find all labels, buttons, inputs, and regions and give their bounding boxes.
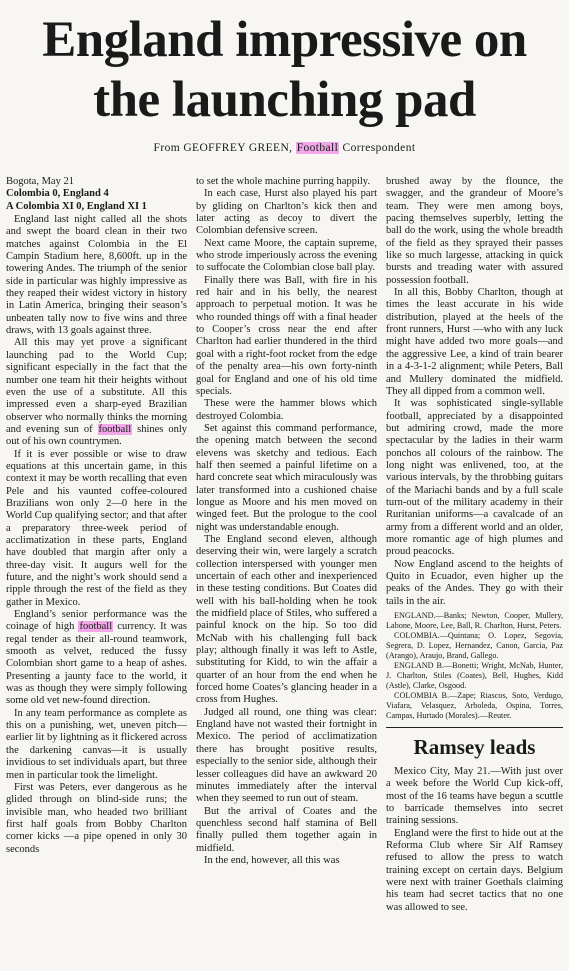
paragraph-text: The England second eleven, although deserving their win, were largely a scratch collection interspersed with younger men uncertain of each other and inexperienced in these testing conditions. But Coates did well with his ball-holding when he took the midfield place of Stiles, who suffered a painful knock on the hip. So too did McNab with his challenging full back play; although finally it was left to Astle, substituting for Kidd, to win the affair a quarter of an hour from the end when he forced home Coates’s glancing header in a cross from Hughes. xyxy=(196,533,377,706)
article-paragraph xyxy=(386,176,563,287)
byline xyxy=(4,142,565,154)
sidebar-title: Ramsey leads xyxy=(413,735,536,760)
paragraph-text: First was Peters, ever dangerous as he glided through on blind-side runs; the invisible man, who headed two brilliant first half goals from Bobby Charlton corner kicks —a pipe opened in only 30 seconds xyxy=(6,781,187,855)
column-3-body xyxy=(386,176,563,608)
article-paragraph xyxy=(196,275,377,398)
paragraph-text: shines only out of his own countrymen. xyxy=(6,423,187,448)
score-senior: Colombia 0, England 4 xyxy=(6,188,109,200)
article-paragraph xyxy=(386,287,563,398)
dateline: Bogota, May 21 xyxy=(6,176,74,187)
sidebar-story xyxy=(386,766,563,914)
byline-suffix: Correspondent xyxy=(339,142,416,154)
paragraph-text: But the arrival of Coates and the quenchless second half stamina of Bell finally pulled them together again in midfield. xyxy=(196,805,377,854)
paragraph-text: Judged all round, one thing was clear: England have not wasted their fortnight in Mexico. The period of acclimatization there has brought positive results, especially to the senior side, although their lesser colleagues did have an awkward 20 minutes immediately after the interval when they seemed to run out of steam. xyxy=(196,706,377,805)
paragraph-text: to set the whole machine purring happily. xyxy=(196,176,370,187)
paragraph-text: England’s senior performance was the coinage of high xyxy=(6,609,187,633)
sidebar-paragraph: Mexico City, May 21.—With just over a week before the World Cup kick-off, most of the 16 teams have begun a scuttle to barricade themselves into secret training sessions. xyxy=(386,766,563,827)
paragraph-text: It was sophisticated single-syllable football, appreciated by a disappointed but admiring crowd, made the more spectacular by the ladies in their warm ponchos all colours of the rainbow. The long night was enlivened, too, at the various intervals, by the throbbing guitars of the Mariachi bands and by a full scale turn-out of the military academy in their Ruritanian uniforms—a cavalcade of an army from a different world and an older, more romantic age of high plumes and proud peacocks. xyxy=(386,398,563,558)
column-1-body xyxy=(6,214,187,856)
lineup-entry: COLOMBIA B.—Zape; Riascos, Soto, Verdugo, Viafara, Velasquez, Arboleda, Ospina, Torres, Campas, Hurtado (Morales).—Reuter. xyxy=(386,691,563,721)
article-paragraph xyxy=(6,782,187,856)
lineup-entry: ENGLAND B.—Bonetti; Wright, McNab, Hunter, J. Charlton, Stiles (Coates), Bell, Hughes, Kidd (Astle), Clarke, Osgood. xyxy=(386,661,563,691)
paragraph-text: In the end, however, all this was xyxy=(204,854,340,866)
article-paragraph xyxy=(6,609,187,708)
paragraph-text: England last night called all the shots and swept the board clean in their two matches against Colombia in the El Campin Stadium here, 8,600ft. up in the towering Andes. The triumph of the senior side in particular was highly impressive as they reaped their widest victory in history in Latin America, bringing their season’s unbeaten tally now to five wins and three draws, with 13 goals against three. xyxy=(6,214,187,337)
article-paragraph xyxy=(196,238,377,275)
article-paragraph xyxy=(6,708,187,782)
paragraph-text: Set against this command performance, the opening match between the second elevens was sketchy and tedious. Each half then seemed a painful lifetime on a hard concrete seat which miraculously was later transformed into a cushioned chaise longue as Moore and his men moved on winged feet. But the prologue to the cool night was understandable enough. xyxy=(196,422,377,533)
article-paragraph xyxy=(6,449,187,609)
article-paragraph xyxy=(196,534,377,707)
paragraph-text: All this may yet prove a significant launching pad to the World Cup; significant especially in the fact that the number one team hit their heights without even the use of a substitute. All this impressed even a sharp-eyed Brazilian observer who normally thinks the morning and evening sun of xyxy=(6,337,187,435)
search-highlight: football xyxy=(98,423,132,435)
paragraph-text: In all this, Bobby Charlton, though at times the least accurate in his wide distribution, played at the heels of the front runners, Hurst —who with any luck might have added two more goals—and the aggressive Lee, a kind of train bearer in a 4-3-1-2 alignment; while Peters, Ball and Mullery dominated the midfield. They all dipped from a common well. xyxy=(386,287,563,397)
divider xyxy=(386,727,563,728)
paragraph-text: Finally there was Ball, with fire in his red hair and in his belly, the nearest approach to perpetual motion. It was he who rounded things off with a final header to Cooper’s cross near the end after Charlton had earlier thundered in the third goal with a right-foot rocket from the edge of the penalty area—his own forty-ninth goal for England and one of his old time specials. xyxy=(196,274,377,397)
article-column-2 xyxy=(196,176,377,867)
paragraph-text: In any team performance as complete as this on a punishing, wet, uneven pitch—earlier lit by lightning as it flickered across the darkening canvas—it is usually invidious to set individuals apart, but three men in particular took the limelight. xyxy=(6,707,187,781)
headline xyxy=(4,0,565,130)
article-paragraph xyxy=(386,398,563,558)
article-column-1 xyxy=(6,176,187,856)
article-paragraph xyxy=(196,707,377,806)
team-lineups xyxy=(386,611,563,721)
paragraph-text: Now England ascend to the heights of Quito in Ecuador, even higher up the peaks of the Andes. They go with their tails in the air. xyxy=(386,558,563,607)
paragraph-text: currency. It was regal tender as their all-round teamwork, smooth as velvet, reduced the fussy Colombian short game to a heap of ashes. Presenting a jaunty face to the world, it was as though they were simply following some old vet new-found direction. xyxy=(6,621,187,707)
headline-line-2: the launching pad xyxy=(93,72,476,128)
paragraph-text: brushed away by the flounce, the swagger, and the grandeur of Moore’s team. They were men among boys, pacing themselves superbly, letting the ball do the work, using the whole breadth of the field as they sprayed their passes like so much largesse, attacking in quick bursts and treading water with assured possession football. xyxy=(386,176,563,286)
headline-line-1: England impressive on xyxy=(42,12,527,68)
paragraph-text: In each case, Hurst also played his part by gliding on Charlton’s kick then and later acting as decoy to divert the Colombian defensive screen. xyxy=(196,188,377,237)
article-paragraph xyxy=(196,176,377,188)
column-2-body xyxy=(196,176,377,867)
paragraph-text: Next came Moore, the captain supreme, who strode imperiously across the evening to suffocate the Colombian close ball play. xyxy=(196,237,377,274)
search-highlight: football xyxy=(79,621,113,633)
paragraph-text: These were the hammer blows which destroyed Colombia. xyxy=(196,398,377,422)
byline-prefix: From GEOFFREY GREEN, xyxy=(153,142,296,154)
article-paragraph xyxy=(386,559,563,608)
article-paragraph xyxy=(196,398,377,423)
article-paragraph xyxy=(196,855,377,867)
search-highlight: Football xyxy=(296,142,339,154)
lineup-entry: COLOMBIA.—Quintana; O. Lopez, Segovia, Segrera, D. Lopez, Hernandez, Canon, Garcia, Paz (Arango), Araujo, Brand, Gallego. xyxy=(386,631,563,661)
article-column-3 xyxy=(386,176,563,914)
sidebar-paragraph: England were the first to hide out at the Reforma Club where Sir Alf Ramsey refused to allow the press to watch training except on certain days. Belgium were next with trainer Goethals claiming his team had secret tactics that no one was allowed to see. xyxy=(386,827,563,913)
article-paragraph xyxy=(6,337,187,448)
article-paragraph xyxy=(6,214,187,337)
lineup-entry: ENGLAND.—Banks; Newton, Cooper, Mullery, Labone, Moore, Lee, Ball, R. Charlton, Hurst, Peters. xyxy=(386,611,563,631)
article-paragraph xyxy=(196,423,377,534)
score-reserve: A Colombia XI 0, England XI 1 xyxy=(6,200,147,212)
article-paragraph xyxy=(196,806,377,855)
paragraph-text: If it is ever possible or wise to draw equations at this uncertain game, in this context it may be worth recalling that even Pele and his vaunted coffee-coloured Brazilians won only 2—0 here in the World Cup qualifying sector; and that after a preparatory three-week period of acclimatization in these parts, England have doubled that margin after only a three-day visit. It augurs well for the future, and the night’s work should send a ripple through the rest of the field as they gather in Mexico. xyxy=(6,448,187,608)
article-paragraph xyxy=(196,188,377,237)
article-columns xyxy=(6,176,563,967)
